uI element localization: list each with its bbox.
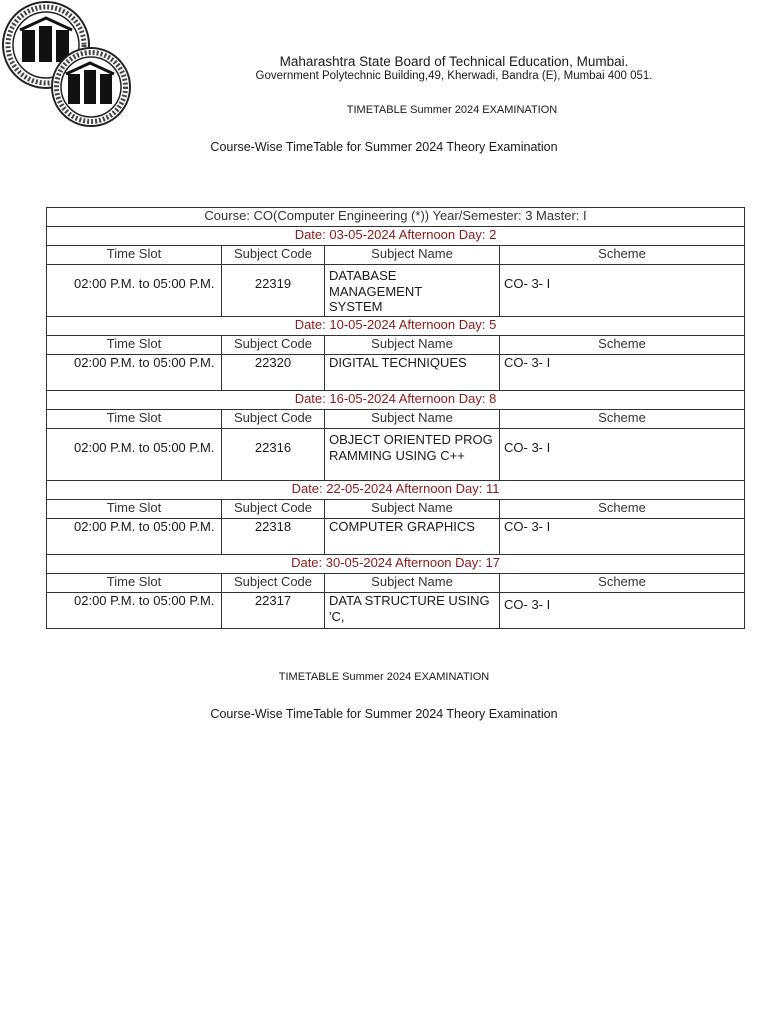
col-header-time-slot: Time Slot (47, 410, 222, 429)
scheme: CO- 3- I (500, 593, 745, 629)
col-header-scheme: Scheme (500, 246, 745, 265)
col-header-scheme: Scheme (500, 574, 745, 593)
col-header-scheme: Scheme (500, 336, 745, 355)
time-slot: 02:00 P.M. to 05:00 P.M. (47, 355, 222, 391)
col-header-subject-name: Subject Name (325, 500, 500, 519)
subject-name: DIGITAL TECHNIQUES (325, 355, 500, 391)
exam-date: Date: 03-05-2024 Afternoon Day: 2 (47, 227, 745, 246)
subject-code: 22317 (222, 593, 325, 629)
subject-code: 22320 (222, 355, 325, 391)
exam-row (47, 429, 745, 481)
date-row (47, 555, 745, 574)
course-info: Course: CO(Computer Engineering (*)) Year/Semester: 3 Master: I (47, 208, 745, 227)
exam-row (47, 355, 745, 391)
col-header-scheme: Scheme (500, 500, 745, 519)
column-header-row (47, 336, 745, 355)
course-info-row (47, 208, 745, 227)
subject-name: DATA STRUCTURE USING 'C, (325, 593, 500, 629)
column-header-row (47, 574, 745, 593)
col-header-subject-name: Subject Name (325, 336, 500, 355)
scheme: CO- 3- I (500, 519, 745, 555)
timetable-table (46, 207, 745, 629)
time-slot: 02:00 P.M. to 05:00 P.M. (47, 429, 222, 481)
footer-timetable-title: TIMETABLE Summer 2024 EXAMINATION (278, 671, 490, 683)
exam-row (47, 593, 745, 629)
scheme: CO- 3- I (500, 429, 745, 481)
exam-date: Date: 30-05-2024 Afternoon Day: 17 (47, 555, 745, 574)
col-header-time-slot: Time Slot (47, 574, 222, 593)
footer-course-wise-title: Course-Wise TimeTable for Summer 2024 Theory Examination (210, 707, 558, 721)
col-header-subject-code: Subject Code (222, 246, 325, 265)
time-slot: 02:00 P.M. to 05:00 P.M. (47, 593, 222, 629)
timetable-title: TIMETABLE Summer 2024 EXAMINATION (346, 104, 558, 116)
exam-date: Date: 16-05-2024 Afternoon Day: 8 (47, 391, 745, 410)
col-header-subject-name: Subject Name (325, 410, 500, 429)
col-header-subject-code: Subject Code (222, 336, 325, 355)
col-header-subject-code: Subject Code (222, 574, 325, 593)
col-header-time-slot: Time Slot (47, 336, 222, 355)
exam-row (47, 519, 745, 555)
date-row (47, 227, 745, 246)
date-row (47, 317, 745, 336)
time-slot: 02:00 P.M. to 05:00 P.M. (47, 265, 222, 317)
board-name: Maharashtra State Board of Technical Education, Mumbai. (279, 54, 629, 69)
col-header-subject-code: Subject Code (222, 410, 325, 429)
column-header-row (47, 246, 745, 265)
exam-date: Date: 22-05-2024 Afternoon Day: 11 (47, 481, 745, 500)
col-header-subject-name: Subject Name (325, 246, 500, 265)
board-address: Government Polytechnic Building,49, Kherwadi, Bandra (E), Mumbai 400 051. (255, 70, 653, 82)
subject-name: DATABASE MANAGEMENT SYSTEM (325, 265, 500, 317)
subject-code: 22318 (222, 519, 325, 555)
col-header-subject-code: Subject Code (222, 500, 325, 519)
column-header-row (47, 410, 745, 429)
col-header-time-slot: Time Slot (47, 246, 222, 265)
course-wise-title: Course-Wise TimeTable for Summer 2024 Theory Examination (210, 140, 558, 154)
exam-date: Date: 10-05-2024 Afternoon Day: 5 (47, 317, 745, 336)
subject-code: 22319 (222, 265, 325, 317)
column-header-row (47, 500, 745, 519)
col-header-scheme: Scheme (500, 410, 745, 429)
date-row (47, 391, 745, 410)
subject-code: 22316 (222, 429, 325, 481)
subject-name: COMPUTER GRAPHICS (325, 519, 500, 555)
date-row (47, 481, 745, 500)
col-header-time-slot: Time Slot (47, 500, 222, 519)
time-slot: 02:00 P.M. to 05:00 P.M. (47, 519, 222, 555)
exam-row (47, 265, 745, 317)
col-header-subject-name: Subject Name (325, 574, 500, 593)
scheme: CO- 3- I (500, 355, 745, 391)
subject-name: OBJECT ORIENTED PROGRAMMING USING C++ (325, 429, 500, 481)
scheme: CO- 3- I (500, 265, 745, 317)
